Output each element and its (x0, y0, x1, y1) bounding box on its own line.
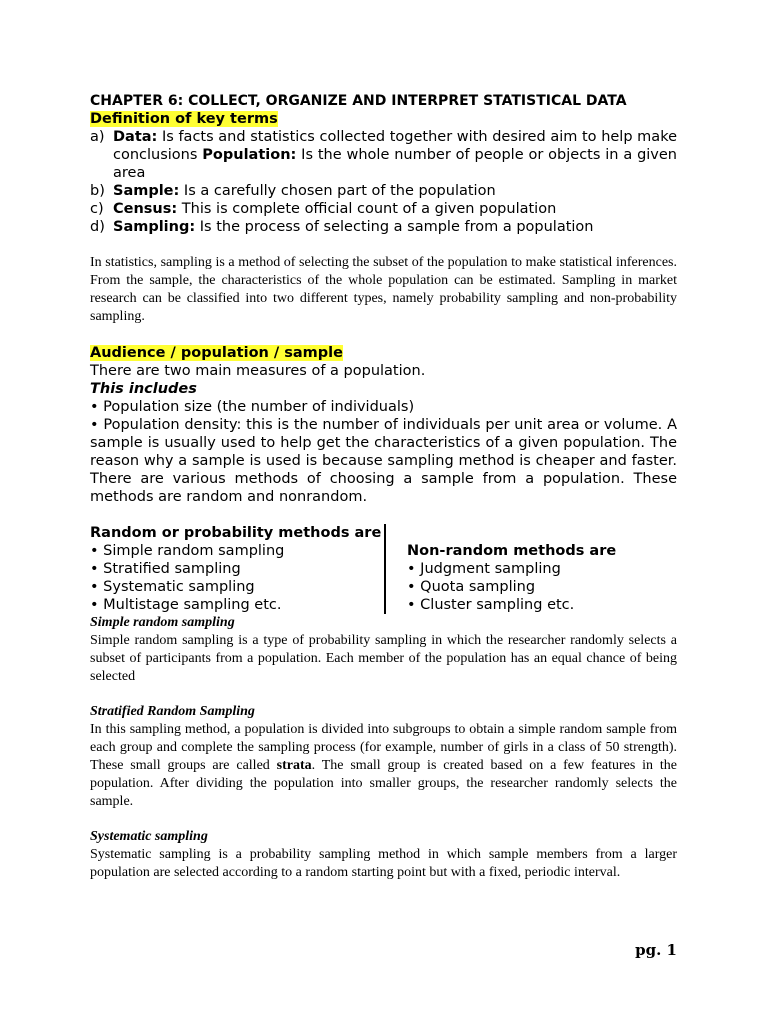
nonrandom-methods-heading: Non-random methods are (407, 543, 617, 559)
nonrandom-methods-list (407, 560, 616, 614)
definition-text (113, 200, 677, 218)
list-item: • Simple random sampling (90, 543, 285, 559)
definition-item-sample (90, 182, 677, 200)
random-methods-list (90, 542, 384, 614)
stratified-text-after: . The small group is created based on a few features in the population. After dividing the population into smaller groups, the researcher randomly selects the sample. (90, 758, 677, 809)
systematic-text: Systematic sampling is a probability sampling method in which sample members from a larger population are selected according to a random starting point but with a fixed, periodic interval. (90, 847, 677, 880)
nonrandom-methods-column (386, 524, 616, 614)
definition-text (113, 218, 677, 236)
bullet-population-density: • Population density: this is the number of individuals per unit area or volume. A sample is usually used to help get the characteristics of a given population. The reason why a sample is used is because sampling method is cheaper and faster. There are various methods of choosing a sample from a population. These methods are random and nonrandom. (90, 417, 677, 505)
strata-term: strata (276, 758, 312, 773)
random-methods-column (90, 524, 386, 614)
document-page (90, 92, 677, 882)
list-item: • Quota sampling (407, 579, 536, 595)
term-population: Population: (202, 147, 297, 163)
definitions-heading (90, 110, 677, 128)
includes-label: This includes (90, 381, 197, 397)
term-census-def: This is complete official count of a given population (177, 201, 557, 217)
definition-text (113, 128, 677, 182)
intro-paragraph: In statistics, sampling is a method of selecting the subset of the population to make statistical inferences. From the sample, the characteristics of the whole population can be estimated. Sampling in market research can be classified into two different types, namely probability sampling and non-probability sampling. (90, 255, 677, 324)
definitions-list (90, 128, 677, 236)
stratified-title: Stratified Random Sampling (90, 704, 255, 719)
term-sampling: Sampling: (113, 219, 196, 235)
random-methods-heading: Random or probability methods are (90, 525, 382, 541)
stratified-text-before: In this sampling method, a population is divided into subgroups to obtain a simple random sample from each group and complete the sampling process (for example, number of girls in a class of 50 strength). These small groups are called (90, 722, 677, 773)
definition-item-sampling (90, 218, 677, 236)
term-sample: Sample: (113, 183, 180, 199)
definition-item-data (90, 128, 677, 182)
systematic-title: Systematic sampling (90, 829, 208, 844)
simple-random-title: Simple random sampling (90, 615, 235, 630)
simple-random-text: Simple random sampling is a type of probability sampling in which the researcher randomly selects a subset of participants from a population. Each member of the population has an equal chance of being selected (90, 633, 677, 684)
chapter-title: CHAPTER 6: COLLECT, ORGANIZE AND INTERPRET STATISTICAL DATA (90, 93, 627, 109)
methods-columns (90, 524, 677, 614)
page-number: pg. 1 (635, 941, 677, 959)
definition-text (113, 182, 677, 200)
list-marker: b) (90, 183, 105, 199)
list-item: • Judgment sampling (407, 561, 561, 577)
term-population-def: Is the whole number of people or objects in a given area (113, 147, 677, 181)
term-data: Data: (113, 129, 158, 145)
definition-item-census (90, 200, 677, 218)
list-item: • Stratified sampling (90, 561, 241, 577)
list-item: • Multistage sampling etc. (90, 597, 282, 613)
audience-heading-text: Audience / population / sample (90, 345, 343, 361)
term-census: Census: (113, 201, 178, 217)
term-data-def: Is facts and statistics collected together with desired aim to help make conclusions (113, 129, 677, 163)
term-sample-def: Is a carefully chosen part of the population (179, 183, 496, 199)
list-marker: a) (90, 129, 105, 145)
stratified-text (90, 721, 677, 811)
term-sampling-def: Is the process of selecting a sample from a population (195, 219, 594, 235)
list-marker: d) (90, 219, 105, 235)
list-item: • Cluster sampling etc. (407, 597, 575, 613)
bullet-population-size: • Population size (the number of individuals) (90, 399, 415, 415)
definitions-heading-text: Definition of key terms (90, 111, 278, 127)
audience-line: There are two main measures of a population. (90, 363, 426, 379)
list-item: • Systematic sampling (90, 579, 255, 595)
audience-heading (90, 344, 677, 362)
list-marker: c) (90, 201, 104, 217)
